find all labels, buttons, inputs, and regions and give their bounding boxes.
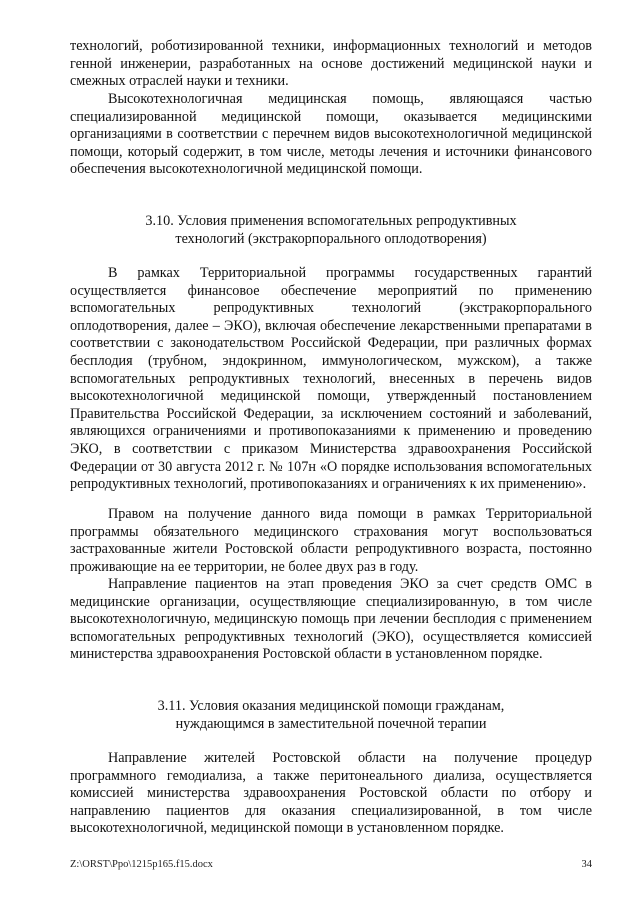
section-3-11-heading-line1: 3.11. Условия оказания медицинской помощи гражданам, [157, 698, 505, 714]
paragraph-eko-eligibility: Правом на получение данного вида помощи в рамках Территориальной программы обязательного медицинского страхования могут воспользоваться застрахованные жители Ростовской области репродуктивного возраста, постоянно проживающие на ее территории, не более двух раз в году. [70, 506, 592, 575]
section-3-11-heading-line2: нуждающимся в заместительной почечной терапии [175, 716, 487, 732]
section-3-10-heading [70, 212, 592, 248]
paragraph-eko-financing: В рамках Территориальной программы государственных гарантий осуществляется финансовое обеспечение мероприятий по применению вспомогательных репродуктивных технологий (экстракорпорального оплодотворения, далее – ЭКО), включая обеспечение лекарственными препаратами в соответствии с законодательством Российской Федерации, при различных формах бесплодия (трубном, эндокринном, иммунологическом, мужском), а также вспомогательных репродуктивных технологий, внесенных в перечень видов высокотехнологичной медицинской помощи, утвержденный постановлением Правительства Российской Федерации, за исключением состояний и заболеваний, являющихся ограничениями и противопоказаниями к применению и проведению ЭКО, в соответствии с приказом Министерства здравоохранения Российской Федерации от 30 августа 2012 г. № 107н «О порядке использования вспомогательных репродуктивных технологий, противопоказаниях и ограничениях к их применению». [70, 265, 592, 493]
paragraph-dialysis-referral: Направление жителей Ростовской области на получение процедур программного гемодиализа, а также перитонеального диализа, осуществляется комиссией министерства здравоохранения Ростовской области по отбору и направлению пациентов для оказания специализированной, в том числе высокотехнологичной, медицинской помощи в установленном порядке. [70, 750, 592, 837]
section-3-10-heading-line1: 3.10. Условия применения вспомогательных репродуктивных [145, 213, 517, 229]
footer-file-path: Z:\ORST\Ppo\1215p165.f15.docx [70, 859, 213, 870]
section-3-11-heading [70, 697, 592, 733]
page-number: 34 [581, 859, 592, 870]
section-3-10-heading-line2: технологий (экстракорпорального оплодотворения) [175, 231, 487, 247]
paragraph-continuation: технологий, роботизированной техники, информационных технологий и методов генной инженерии, разработанных на основе достижений медицинской науки и смежных отраслей науки и техники. [70, 38, 592, 90]
paragraph-eko-referral: Направление пациентов на этап проведения ЭКО за счет средств ОМС в медицинские организации, осуществляющие специализированную, в том числе высокотехнологичную, медицинскую помощь при лечении бесплодия с применением вспомогательных репродуктивных технологий (ЭКО), осуществляется комиссией министерства здравоохранения Ростовской области в установленном порядке. [70, 576, 592, 663]
paragraph-hitech-care: Высокотехнологичная медицинская помощь, являющаяся частью специализированной медицинской помощи, оказывается медицинскими организациями в соответствии с перечнем видов высокотехнологичной медицинской помощи, который содержит, в том числе, методы лечения и источники финансового обеспечения высокотехнологичной медицинской помощи. [70, 91, 592, 178]
